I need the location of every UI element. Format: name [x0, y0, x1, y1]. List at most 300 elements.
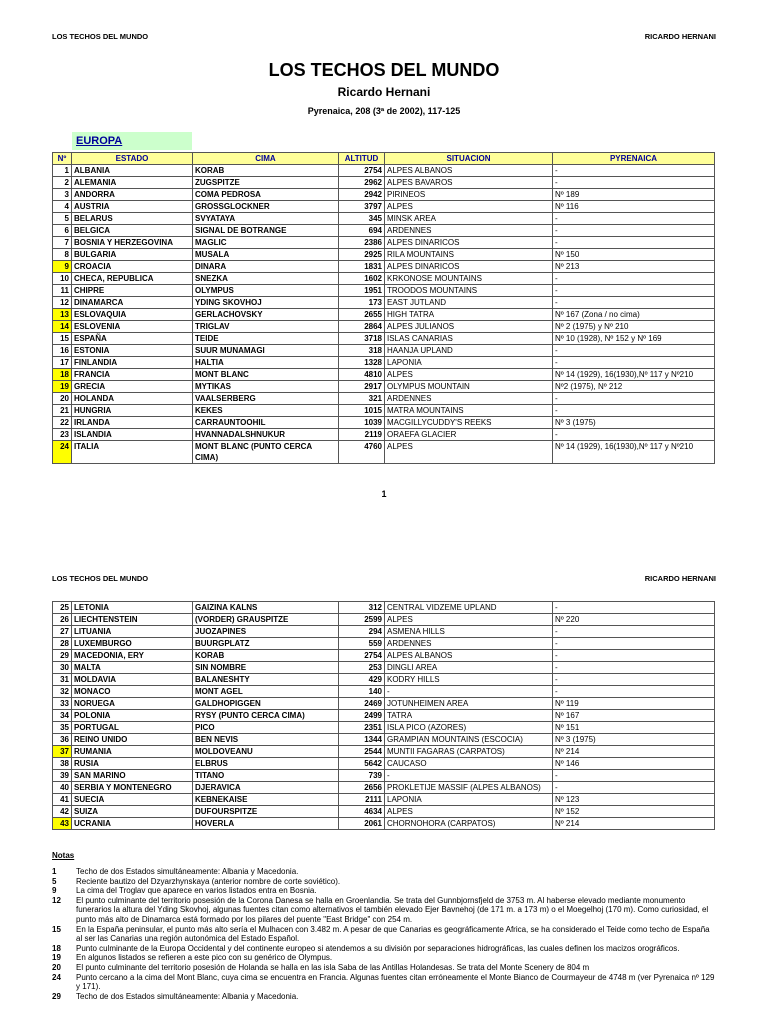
table-row — [53, 674, 715, 686]
cell-estado: FINLANDIA — [72, 357, 193, 369]
cell-cima: (VORDER) GRAUSPITZE — [193, 614, 339, 626]
table-row — [53, 417, 715, 429]
cell-cima: RYSY (PUNTO CERCA CIMA) — [193, 710, 339, 722]
cell-situacion: ALPES — [385, 201, 553, 213]
note-text: Techo de dos Estados simultáneamente: Albania y Macedonia. — [76, 991, 299, 1001]
cell-altitud: 1831 — [339, 261, 385, 273]
cell-pyrenaica: - — [553, 770, 715, 782]
section-europa: EUROPA — [72, 132, 192, 150]
page-header-2 — [52, 574, 716, 583]
cell-cima: SUUR MUNAMAGI — [193, 345, 339, 357]
table-row — [53, 249, 715, 261]
note-text: Techo de dos Estados simultáneamente: Albania y Macedonia. — [76, 867, 299, 876]
cell-estado: LUXEMBURGO — [72, 638, 193, 650]
cell-cima: HALTIA — [193, 357, 339, 369]
table-row — [53, 393, 715, 405]
cell-cima: GROSSGLOCKNER — [193, 201, 339, 213]
row-number: 16 — [53, 345, 72, 357]
cell-situacion: MINSK AREA — [385, 213, 553, 225]
cell-cima: HVANNADALSHNUKUR — [193, 429, 339, 441]
cell-altitud: 4634 — [339, 806, 385, 818]
table-row — [53, 710, 715, 722]
cell-altitud: 2962 — [339, 177, 385, 189]
cell-cima: HOVERLA — [193, 818, 339, 830]
cell-pyrenaica: Nº 214 — [553, 746, 715, 758]
row-number: 11 — [53, 285, 72, 297]
cell-situacion: ALPES — [385, 369, 553, 381]
note-key: 15 — [52, 924, 61, 934]
cell-estado: REINO UNIDO — [72, 734, 193, 746]
cell-pyrenaica: - — [553, 405, 715, 417]
cell-situacion: MATRA MOUNTAINS — [385, 405, 553, 417]
cell-pyrenaica: - — [553, 345, 715, 357]
cell-cima: MONT BLANC — [193, 369, 339, 381]
table-row — [53, 333, 715, 345]
cell-pyrenaica: Nº 3 (1975) — [553, 734, 715, 746]
cell-cima: CARRAUNTOOHIL — [193, 417, 339, 429]
cell-cima: KORAB — [193, 165, 339, 177]
cell-cima: YDING SKOVHOJ — [193, 297, 339, 309]
cell-pyrenaica: - — [553, 429, 715, 441]
cell-situacion: KODRY HILLS — [385, 674, 553, 686]
row-number: 1 — [53, 165, 72, 177]
cell-altitud: 2864 — [339, 321, 385, 333]
cell-altitud: 429 — [339, 674, 385, 686]
table-row — [53, 638, 715, 650]
cell-altitud: 2119 — [339, 429, 385, 441]
cell-situacion: JOTUNHEIMEN AREA — [385, 698, 553, 710]
cell-estado: ESLOVAQUIA — [72, 309, 193, 321]
cell-cima: JUOZAPINES — [193, 626, 339, 638]
cell-estado: CHIPRE — [72, 285, 193, 297]
cell-altitud: 4810 — [339, 369, 385, 381]
cell-altitud: 1039 — [339, 417, 385, 429]
cell-pyrenaica: - — [553, 297, 715, 309]
row-number: 13 — [53, 309, 72, 321]
cell-cima: OLYMPUS — [193, 285, 339, 297]
cell-estado: MALTA — [72, 662, 193, 674]
row-number: 40 — [53, 782, 72, 794]
table-row — [53, 806, 715, 818]
row-number: 34 — [53, 710, 72, 722]
cell-pyrenaica: Nº 189 — [553, 189, 715, 201]
row-number: 42 — [53, 806, 72, 818]
cell-estado: LITUANIA — [72, 626, 193, 638]
col-altitud: ALTITUD — [339, 153, 385, 165]
cell-pyrenaica: Nº 146 — [553, 758, 715, 770]
cell-pyrenaica: Nº 213 — [553, 261, 715, 273]
row-number: 17 — [53, 357, 72, 369]
cell-altitud: 253 — [339, 662, 385, 674]
cell-situacion: ALPES — [385, 806, 553, 818]
notes-title: Notas — [52, 851, 75, 860]
cell-altitud: 294 — [339, 626, 385, 638]
note-key: 29 — [52, 991, 61, 1001]
cell-situacion: ALPES — [385, 441, 553, 464]
cell-altitud: 3797 — [339, 201, 385, 213]
cell-cima: MOLDOVEANU — [193, 746, 339, 758]
cell-pyrenaica: Nº 151 — [553, 722, 715, 734]
table-row — [53, 237, 715, 249]
cell-pyrenaica: - — [553, 674, 715, 686]
table-row — [53, 297, 715, 309]
col-n: Nº — [53, 153, 72, 165]
table-row — [53, 770, 715, 782]
note-key: 9 — [52, 886, 57, 896]
header-right: RICARDO HERNANI — [644, 574, 716, 583]
note-text: Punto culminante de la Europa Occidental y del continente europeo si atendemos a su división por separaciones hidrográficas, las cuales definen los macizos orográficos. — [76, 943, 680, 953]
table-row — [53, 782, 715, 794]
table-row — [53, 734, 715, 746]
cell-situacion: ARDENNES — [385, 225, 553, 237]
table-row — [53, 722, 715, 734]
note-item — [52, 925, 716, 944]
cell-estado: UCRANIA — [72, 818, 193, 830]
cell-estado: IRLANDA — [72, 417, 193, 429]
cell-estado: MOLDAVIA — [72, 674, 193, 686]
table-row — [53, 686, 715, 698]
row-number: 28 — [53, 638, 72, 650]
cell-situacion: ARDENNES — [385, 638, 553, 650]
cell-altitud: 2942 — [339, 189, 385, 201]
cell-estado: ESPAÑA — [72, 333, 193, 345]
cell-cima: PICO — [193, 722, 339, 734]
table-row — [53, 165, 715, 177]
cell-cima: GALDHOPIGGEN — [193, 698, 339, 710]
cell-cima: KEBNEKAISE — [193, 794, 339, 806]
cell-cima: SIN NOMBRE — [193, 662, 339, 674]
cell-situacion: ASMENA HILLS — [385, 626, 553, 638]
cell-altitud: 2111 — [339, 794, 385, 806]
cell-situacion: ALPES ALBANOS — [385, 165, 553, 177]
cell-situacion: CAUCASO — [385, 758, 553, 770]
row-number: 38 — [53, 758, 72, 770]
table-row — [53, 321, 715, 333]
cell-cima: ZUGSPITZE — [193, 177, 339, 189]
cell-estado: CROACIA — [72, 261, 193, 273]
table-header-row — [53, 153, 715, 165]
cell-pyrenaica: Nº 220 — [553, 614, 715, 626]
cell-altitud: 694 — [339, 225, 385, 237]
cell-altitud: 1951 — [339, 285, 385, 297]
cell-altitud: 2925 — [339, 249, 385, 261]
cell-altitud: 2386 — [339, 237, 385, 249]
cell-estado: FRANCIA — [72, 369, 193, 381]
table-row — [53, 794, 715, 806]
cell-estado: BELARUS — [72, 213, 193, 225]
note-key: 18 — [52, 943, 61, 953]
cell-pyrenaica: - — [553, 638, 715, 650]
cell-pyrenaica: - — [553, 626, 715, 638]
cell-situacion: - — [385, 770, 553, 782]
cell-situacion: PROKLETIJE MASSIF (ALPES ALBANOS) — [385, 782, 553, 794]
cell-estado: PORTUGAL — [72, 722, 193, 734]
cell-estado: ITALIA — [72, 441, 193, 464]
cell-situacion: CENTRAL VIDZEME UPLAND — [385, 602, 553, 614]
cell-pyrenaica: - — [553, 177, 715, 189]
row-number: 7 — [53, 237, 72, 249]
cell-pyrenaica: Nº 123 — [553, 794, 715, 806]
row-number: 24 — [53, 441, 72, 464]
note-text: El punto culminante del territorio posesión de la Corona Danesa se halla en Groenlandia. Se trata del Gunnbjornsfjeld de 3753 m. Al haberse elevado mediante monumento funerarios la altura del Yding Skovhoj, algunas fuentes citan como alternativos el también elevado Ejer Bavnehoj (de 171 m. a 173 m) o el Moegelhoj (170 m). Como curiosidad, el punto más alto de Dinamarca está formado por los pilares del puente "East Bridge" con 254 m. — [76, 895, 709, 924]
note-key: 12 — [52, 895, 61, 905]
row-number: 39 — [53, 770, 72, 782]
cell-cima: SNEZKA — [193, 273, 339, 285]
page-number: 1 — [381, 489, 387, 499]
table-row — [53, 746, 715, 758]
note-item — [52, 953, 716, 963]
cell-cima: TRIGLAV — [193, 321, 339, 333]
cell-pyrenaica: - — [553, 782, 715, 794]
cell-altitud: 2599 — [339, 614, 385, 626]
cell-estado: MONACO — [72, 686, 193, 698]
cell-cima: MAGLIC — [193, 237, 339, 249]
cell-estado: RUMANIA — [72, 746, 193, 758]
cell-cima: GAIZINA KALNS — [193, 602, 339, 614]
cell-situacion: ALPES JULIANOS — [385, 321, 553, 333]
cell-altitud: 2351 — [339, 722, 385, 734]
note-item — [52, 867, 716, 877]
cell-cima: BUURGPLATZ — [193, 638, 339, 650]
cell-altitud: 2656 — [339, 782, 385, 794]
cell-situacion: DINGLI AREA — [385, 662, 553, 674]
cell-situacion: ISLA PICO (AZORES) — [385, 722, 553, 734]
cell-cima: KEKES — [193, 405, 339, 417]
cell-pyrenaica: - — [553, 602, 715, 614]
row-number: 9 — [53, 261, 72, 273]
note-text: En la España peninsular, el punto más alto sería el Mulhacen con 3.482 m. A pesar de que Canarias es geográficamente Africa, se ha considerado el Teide como techo de España al ser las Canarias una región autonómica del Estado Español. — [76, 924, 710, 944]
cell-pyrenaica: - — [553, 165, 715, 177]
cell-pyrenaica: - — [553, 273, 715, 285]
note-item — [52, 973, 716, 992]
header-right: RICARDO HERNANI — [644, 32, 716, 41]
notes-list — [52, 867, 716, 1001]
cell-cima: MYTIKAS — [193, 381, 339, 393]
cell-altitud: 345 — [339, 213, 385, 225]
row-number: 37 — [53, 746, 72, 758]
table-row — [53, 602, 715, 614]
table-row — [53, 614, 715, 626]
cell-situacion: ALPES — [385, 614, 553, 626]
cell-estado: LIECHTENSTEIN — [72, 614, 193, 626]
cell-pyrenaica: Nº 152 — [553, 806, 715, 818]
cell-estado: SUECIA — [72, 794, 193, 806]
cell-cima: SIGNAL DE BOTRANGE — [193, 225, 339, 237]
cell-altitud: 2655 — [339, 309, 385, 321]
cell-altitud: 2917 — [339, 381, 385, 393]
cell-situacion: MACGILLYCUDDY'S REEKS — [385, 417, 553, 429]
cell-estado: SAN MARINO — [72, 770, 193, 782]
table-row — [53, 309, 715, 321]
row-number: 33 — [53, 698, 72, 710]
table-row — [53, 189, 715, 201]
cell-situacion: ISLAS CANARIAS — [385, 333, 553, 345]
cell-pyrenaica: Nº 167 (Zona / no cima) — [553, 309, 715, 321]
cell-situacion: ALPES DINARICOS — [385, 237, 553, 249]
page-header — [52, 32, 716, 41]
cell-estado: LETONIA — [72, 602, 193, 614]
cell-cima: BEN NEVIS — [193, 734, 339, 746]
row-number: 36 — [53, 734, 72, 746]
cell-estado: SUIZA — [72, 806, 193, 818]
row-number: 3 — [53, 189, 72, 201]
note-key: 5 — [52, 876, 57, 886]
table-row — [53, 213, 715, 225]
note-key: 24 — [52, 972, 61, 982]
cell-situacion: ALPES BAVAROS — [385, 177, 553, 189]
col-cima: CIMA — [193, 153, 339, 165]
note-text: Reciente bautizo del Dzyarzhynskaya (anterior nombre de corte soviético). — [76, 876, 341, 886]
cell-estado: RUSIA — [72, 758, 193, 770]
cell-situacion: TROODOS MOUNTAINS — [385, 285, 553, 297]
cell-cima: COMA PEDROSA — [193, 189, 339, 201]
table-row — [53, 177, 715, 189]
cell-altitud: 1344 — [339, 734, 385, 746]
cell-estado: BOSNIA Y HERZEGOVINA — [72, 237, 193, 249]
cell-cima: MONT AGEL — [193, 686, 339, 698]
cell-estado: ALBANIA — [72, 165, 193, 177]
row-number: 5 — [53, 213, 72, 225]
note-text: La cima del Troglav que aparece en varios listados entra en Bosnia. — [76, 886, 317, 896]
row-number: 15 — [53, 333, 72, 345]
cell-cima: TEIDE — [193, 333, 339, 345]
cell-situacion: OLYMPUS MOUNTAIN — [385, 381, 553, 393]
cell-situacion: RILA MOUNTAINS — [385, 249, 553, 261]
note-item — [52, 992, 716, 1002]
cell-cima: SVYATAYA — [193, 213, 339, 225]
note-key: 20 — [52, 962, 61, 972]
cell-cima: DUFOURSPITZE — [193, 806, 339, 818]
cell-estado: NORUEGA — [72, 698, 193, 710]
row-number: 27 — [53, 626, 72, 638]
note-item — [52, 896, 716, 925]
cell-situacion: MUNTII FAGARAS (CARPATOS) — [385, 746, 553, 758]
table-row — [53, 381, 715, 393]
cell-estado: DINAMARCA — [72, 297, 193, 309]
cell-cima: DJERAVICA — [193, 782, 339, 794]
note-key: 1 — [52, 867, 57, 876]
row-number: 31 — [53, 674, 72, 686]
table-row — [53, 285, 715, 297]
cell-cima: DINARA — [193, 261, 339, 273]
table-row — [53, 369, 715, 381]
cell-estado: HUNGRIA — [72, 405, 193, 417]
cell-altitud: 1602 — [339, 273, 385, 285]
cell-pyrenaica: - — [553, 650, 715, 662]
table-row — [53, 201, 715, 213]
citation: Pyrenaica, 208 (3ª de 2002), 117-125 — [307, 106, 461, 116]
cell-altitud: 739 — [339, 770, 385, 782]
row-number: 19 — [53, 381, 72, 393]
cell-estado: ESLOVENIA — [72, 321, 193, 333]
cell-pyrenaica: Nº 2 (1975) y Nº 210 — [553, 321, 715, 333]
summits-table-2 — [52, 601, 715, 830]
cell-pyrenaica: Nº 116 — [553, 201, 715, 213]
cell-situacion: ALPES DINARICOS — [385, 261, 553, 273]
row-number: 2 — [53, 177, 72, 189]
table-row — [53, 225, 715, 237]
cell-cima: MONT BLANC (PUNTO CERCA CIMA) — [193, 441, 339, 464]
row-number: 14 — [53, 321, 72, 333]
header-left: LOS TECHOS DEL MUNDO — [52, 574, 149, 583]
cell-pyrenaica: - — [553, 225, 715, 237]
cell-situacion: TATRA — [385, 710, 553, 722]
cell-situacion: KRKONOSE MOUNTAINS — [385, 273, 553, 285]
row-number: 8 — [53, 249, 72, 261]
row-number: 30 — [53, 662, 72, 674]
cell-estado: ANDORRA — [72, 189, 193, 201]
cell-altitud: 318 — [339, 345, 385, 357]
row-number: 4 — [53, 201, 72, 213]
row-number: 21 — [53, 405, 72, 417]
cell-altitud: 2499 — [339, 710, 385, 722]
cell-estado: HOLANDA — [72, 393, 193, 405]
cell-estado: CHECA, REPUBLICA — [72, 273, 193, 285]
cell-pyrenaica: Nº 10 (1928), Nº 152 y Nº 169 — [553, 333, 715, 345]
cell-estado: ALEMANIA — [72, 177, 193, 189]
cell-situacion: ORAEFA GLACIER — [385, 429, 553, 441]
cell-altitud: 2754 — [339, 165, 385, 177]
cell-pyrenaica: - — [553, 662, 715, 674]
table-row — [53, 441, 715, 464]
document-title: LOS TECHOS DEL MUNDO — [268, 60, 500, 80]
cell-pyrenaica: - — [553, 213, 715, 225]
cell-situacion: LAPONIA — [385, 794, 553, 806]
cell-estado: GRECIA — [72, 381, 193, 393]
cell-altitud: 173 — [339, 297, 385, 309]
cell-situacion: HIGH TATRA — [385, 309, 553, 321]
note-text: Punto cercano a la cima del Mont Blanc, cuya cima se encuentra en Francia. Algunas fuentes citan erróneamente el Monte Bianco de Courmayeur de 4748 m (ver Pyrenaica nº 129 y 171). — [76, 972, 715, 992]
cell-pyrenaica: - — [553, 237, 715, 249]
cell-pyrenaica: Nº 119 — [553, 698, 715, 710]
table-row — [53, 698, 715, 710]
cell-cima: ELBRUS — [193, 758, 339, 770]
note-item — [52, 877, 716, 887]
cell-cima: VAALSERBERG — [193, 393, 339, 405]
col-estado: ESTADO — [72, 153, 193, 165]
table-row — [53, 662, 715, 674]
row-number: 6 — [53, 225, 72, 237]
cell-pyrenaica: Nº 167 — [553, 710, 715, 722]
summits-table-1 — [52, 152, 715, 464]
header-left: LOS TECHOS DEL MUNDO — [52, 32, 149, 41]
cell-pyrenaica: - — [553, 393, 715, 405]
table-row — [53, 818, 715, 830]
row-number: 22 — [53, 417, 72, 429]
cell-estado: ESTONIA — [72, 345, 193, 357]
cell-altitud: 559 — [339, 638, 385, 650]
cell-cima: BALANESHTY — [193, 674, 339, 686]
row-number: 35 — [53, 722, 72, 734]
cell-pyrenaica: Nº 14 (1929), 16(1930),Nº 117 y Nº210 — [553, 369, 715, 381]
cell-pyrenaica: Nº 214 — [553, 818, 715, 830]
cell-altitud: 2544 — [339, 746, 385, 758]
cell-situacion: HAANJA UPLAND — [385, 345, 553, 357]
cell-estado: AUSTRIA — [72, 201, 193, 213]
cell-cima: MUSALA — [193, 249, 339, 261]
table-row — [53, 345, 715, 357]
note-text: En algunos listados se refieren a este pico con su genérico de Olympus. — [76, 953, 333, 963]
cell-pyrenaica: Nº 150 — [553, 249, 715, 261]
table-row — [53, 405, 715, 417]
cell-situacion: - — [385, 686, 553, 698]
row-number: 41 — [53, 794, 72, 806]
cell-altitud: 5642 — [339, 758, 385, 770]
cell-altitud: 321 — [339, 393, 385, 405]
cell-pyrenaica: Nº 14 (1929), 16(1930),Nº 117 y Nº210 — [553, 441, 715, 464]
table-row — [53, 357, 715, 369]
cell-estado: BULGARIA — [72, 249, 193, 261]
